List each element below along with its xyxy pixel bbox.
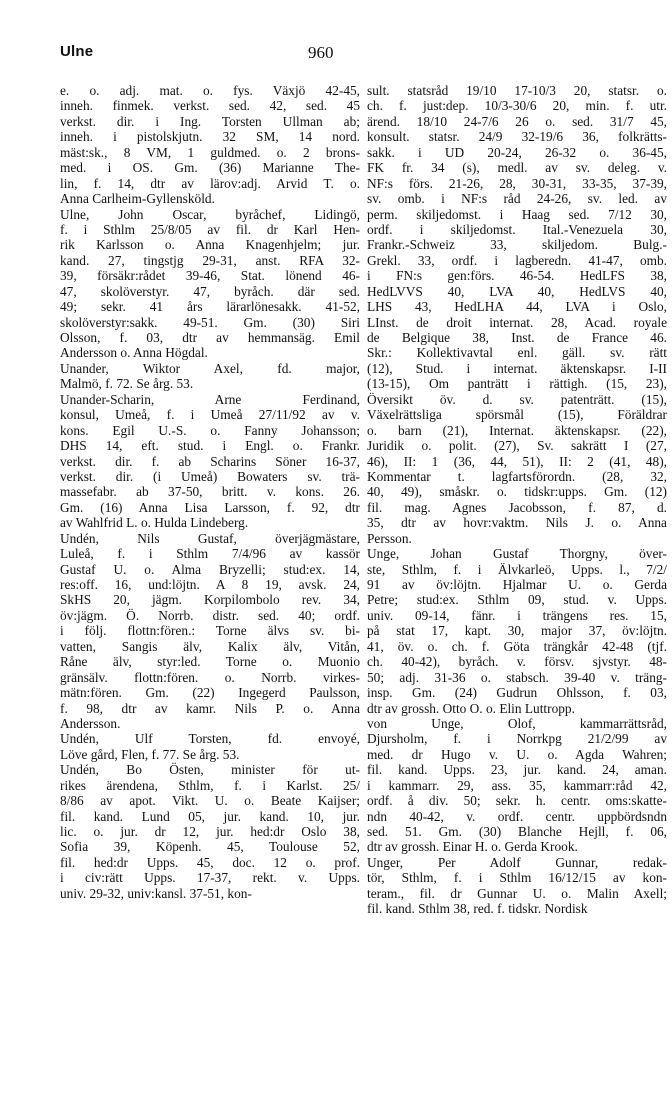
text-line: Petre; stud:ex. Sthlm 09, stud. v. Upps. [367, 592, 667, 608]
text-line: (12), Stud. i internat. äktenskapsr. I-II [367, 360, 667, 376]
text-line: Persson. [367, 530, 412, 546]
text-line: Anna Carlheim-Gyllensköld. [60, 191, 215, 207]
text-line: inneh. i pistolskjutn. 32 SM, 14 nord. [60, 129, 360, 145]
text-line: ch. 40-42), byråch. v. försv. sjvstyr. 48- [367, 654, 667, 670]
text-line: Översikt öv. d. sv. patenträtt. (15), [367, 391, 667, 407]
text-line: 49; sekr. 41 års lärarlönesakk. 41-52, [60, 299, 360, 315]
text-line: fil. kand. Sthlm 38, red. f. tidskr. Nordisk [367, 901, 588, 917]
text-line: verkst. dir. f. ab Scharins Söner 16-37, [60, 453, 360, 469]
text-line: LInst. de droit internat. 28, Acad. royale [367, 314, 667, 330]
text-line: rikes ärendena, Sthlm, f. i Karlst. 25/ [60, 777, 360, 793]
text-line: 46), II: 1 (36, 44, 51), II: 2 (41, 48), [367, 453, 667, 469]
text-line: 47, skolöverstyr. 47, byråch. där sed. [60, 283, 360, 299]
text-line: res:off. 16, und:löjtn. A 8 19, avsk. 24, [60, 577, 360, 592]
text-line: 91 av öv:löjtn. Hjalmar U. o. Gerda [367, 577, 667, 592]
text-line: Råne älv, styr:led. Torne o. Muonio [60, 654, 360, 670]
text-line: Unge, Johan Gustaf Thorgny, över- [367, 546, 667, 562]
text-line: de Belgique 38, Inst. de France 46. [367, 330, 667, 345]
text-line: fil. hed:dr Upps. 45, doc. 12 o. prof. [60, 854, 360, 870]
text-line: i följ. flottn:fören.: Torne älvs sv. bi- [60, 623, 360, 639]
text-line: FK fr. 34 (s), medl. av sv. deleg. v. [367, 160, 667, 176]
text-line: i kammarr. 29, ass. 35, kammarr:råd 42, [367, 777, 667, 793]
text-line: Unander, Wiktor Axel, fd. major, [60, 360, 360, 376]
text-line: Ulne, John Oscar, byråchef, Lidingö, [60, 206, 360, 222]
text-line: Sofia 39, Köpenh. 45, Toulouse 52, [60, 839, 360, 855]
text-line: perm. skiljedomst. i Haag sed. 7/12 30, [367, 206, 667, 222]
text-line: dtr av grossh. Einar H. o. Gerda Krook. [367, 839, 578, 855]
text-line: Gm. (16) Anna Lisa Larsson, f. 92, dtr [60, 499, 360, 515]
text-line: NF:s förs. 21-26, 28, 30-31, 33-35, 37-39, [367, 175, 667, 191]
text-line: verkst. dir. (i Umeå) Bowaters sv. trä- [60, 468, 360, 484]
text-line: SkHS 20, jägm. Korpilombolo rev. 34, [60, 592, 360, 608]
text-line: Unger, Per Adolf Gunnar, redak- [367, 854, 667, 870]
text-line: von Unge, Olof, kammarrättsråd, [367, 715, 667, 731]
text-line: av Wahlfrid L. o. Hulda Lindeberg. [60, 515, 249, 531]
text-line: HedLVVS 40, LVA 40, HedLVS 40, [367, 283, 667, 299]
text-line: ärend. 18/10 24-7/6 26 o. sed. 31/7 45, [367, 113, 667, 129]
text-line: 40, 49), småskr. o. tidskr:upps. Gm. (12) [367, 484, 667, 500]
text-line: i FN:s gen:förs. 46-54. HedLFS 38, [367, 268, 667, 284]
text-line: gränsälv. flottn:fören. o. Norrb. virkes- [60, 669, 360, 685]
text-line: ste, Sthlm, f. i Älvkarleö, Upps. l., 7/2/ [367, 561, 667, 577]
text-line: skolöverstyr:sakk. 49-51. Gm. (30) Siri [60, 314, 360, 330]
text-line: ch. f. just:dep. 10/3-30/6 20, min. f. utr. [367, 98, 667, 114]
text-line: mäst:sk., 8 VM, 1 guldmed. o. 2 brons- [60, 144, 360, 160]
text-line: DHS 14, eft. stud. i Engl. o. Frankr. [60, 438, 360, 454]
text-line: (13-15), Om panträtt i rättigh. (15, 23), [367, 376, 667, 392]
text-line: 41, öv. o. ch. f. Göta trängkår 42-48 (tjf. [367, 638, 667, 654]
text-line: Unander-Scharin, Arne Ferdinand, [60, 391, 360, 407]
text-line: vatten, Sangis älv, Kalix älv, Vitån, [60, 638, 360, 654]
text-line: Djursholm, f. i Norrkpg 21/2/99 av [367, 731, 667, 747]
text-line: 8/86 av apot. Vikt. U. o. Beate Kaijser; [60, 793, 360, 809]
text-line: Undén, Ulf Torsten, fd. envoyé, [60, 731, 360, 747]
text-line: f. 98, dtr av kamr. Nils P. o. Anna [60, 700, 360, 716]
text-line: Undén, Nils Gustaf, överjägmästare, [60, 530, 360, 546]
text-line: lin, f. 14, dtr av lärov:adj. Arvid T. o. [60, 175, 360, 191]
text-line: Andersson. [60, 715, 121, 731]
text-line: ordf. å div. 50; sekr. h. centr. oms:skatte- [367, 793, 667, 809]
text-line: univ. 09-14, fänr. i trängens res. 15, [367, 607, 667, 623]
text-line: på stat 17, kapt. 30, major 37, öv:löjtn. [367, 623, 667, 639]
text-line: fil. kand. Lund 05, jur. kand. 10, jur. [60, 808, 360, 824]
text-line: Andersson o. Anna Högdal. [60, 345, 208, 361]
text-line: sed. 51. Gm. (30) Blanche Hejll, f. 06, [367, 824, 667, 839]
right-column [367, 83, 667, 917]
text-line: fil. mag. Agnes Jacobsson, f. 87, d. [367, 499, 667, 515]
text-line: ndn 40-42, v. ordf. centr. uppbördsndn [367, 808, 667, 824]
header-word: Ulne [60, 43, 94, 60]
text-line: univ. 29-32, univ:kansl. 37-51, kon- [60, 885, 252, 901]
text-line: ordf. i skiljedomst. Ital.-Venezuela 30, [367, 221, 667, 237]
text-line: Juridik o. polit. (27), Sv. sakrätt I (27, [367, 438, 667, 454]
text-line: 35, dtr av hovr:vaktm. Nils J. o. Anna [367, 515, 667, 531]
text-line: dtr av grossh. Otto O. o. Elin Luttropp. [367, 700, 575, 716]
text-line: insp. Gm. (24) Gudrun Ohlsson, f. 03, [367, 685, 667, 701]
text-line: Undén, Bo Östen, minister för ut- [60, 762, 360, 778]
text-line: Olsson, f. 03, dtr av hemmansäg. Emil [60, 330, 360, 345]
text-line: sult. statsråd 19/10 17-10/3 20, statsr. o. [367, 83, 667, 98]
text-line: o. barn (21), Internat. äktenskapsr. (22), [367, 422, 667, 438]
text-line: inneh. finmek. verkst. sed. 42, sed. 45 [60, 98, 360, 114]
text-line: kand. 27, tingstjg 29-31, anst. RFA 32- [60, 252, 360, 268]
text-line: tör, Sthlm, f. i Sthlm 16/12/15 av kon- [367, 870, 667, 886]
text-line: konsult. statsr. 24/9 32-19/6 36, folkrätts- [367, 129, 667, 145]
text-line: Kommentar t. lagfartsförordn. (28, 32, [367, 468, 667, 484]
page-number: 960 [308, 43, 334, 62]
text-line: konsul, Umeå, f. i Umeå 27/11/92 av v. [60, 407, 360, 423]
text-line: Löve gård, Flen, f. 77. Se årg. 53. [60, 746, 240, 762]
left-column [60, 83, 360, 901]
text-line: rik Karlsson o. Anna Knagenhjelm; jur. [60, 237, 360, 253]
running-head [60, 43, 632, 65]
text-line: Malmö, f. 72. Se årg. 53. [60, 376, 194, 392]
text-line: 39, försäkr:rådet 39-46, Stat. lönend 46- [60, 268, 360, 284]
text-line: sakk. i UD 20-24, 26-32 o. 36-45, [367, 144, 667, 160]
text-line: 50; adj. 31-36 o. stabsch. 39-40 v. träng- [367, 669, 667, 685]
text-line: mätn:fören. Gm. (22) Ingegerd Paulsson, [60, 685, 360, 701]
text-line: öv:jägm. Ö. Norrb. distr. sed. 40; ordf. [60, 607, 360, 623]
text-line: med. i OS. Gm. (36) Marianne The- [60, 160, 360, 176]
text-line: Gustaf U. o. Alma Bryzelli; stud:ex. 14, [60, 561, 360, 577]
text-line: Grekl. 33, ordf. i lagberedn. 41-47, omb. [367, 252, 667, 268]
text-line: verkst. dir. i Ing. Torsten Ullman ab; [60, 113, 360, 129]
text-line: sv. omb. i NF:s råd 24-26, sv. led. av [367, 191, 667, 207]
text-line: Luleå, f. i Sthlm 7/4/96 av kassör [60, 546, 360, 562]
text-line: f. i Sthlm 25/8/05 av fil. dr Karl Hen- [60, 221, 360, 237]
text-line: fil. kand. Upps. 23, jur. kand. 24, aman. [367, 762, 667, 778]
text-line: Skr.: Kollektivavtal enl. gäll. sv. rätt [367, 345, 667, 361]
text-line: massefabr. ab 37-50, britt. v. kons. 26. [60, 484, 360, 500]
text-line: LHS 43, HedLHA 44, LVA i Oslo, [367, 299, 667, 315]
text-line: Växelrättsliga spörsmål (15), Föräldrar [367, 407, 667, 423]
text-line: Frankr.-Schweiz 33, skiljedom. Bulg.- [367, 237, 667, 253]
text-line: med. dr Hugo v. U. o. Agda Wahren; [367, 746, 667, 762]
text-line: kons. Egil U.-S. o. Fanny Johansson; [60, 422, 360, 438]
text-line: e. o. adj. mat. o. fys. Växjö 42-45, [60, 83, 360, 98]
text-line: i civ:rätt Upps. 17-37, rekt. v. Upps. [60, 870, 360, 886]
text-line: teram., fil. dr Gunnar U. o. Malin Axell; [367, 885, 667, 901]
text-line: lic. o. jur. dr 12, jur. hed:dr Oslo 38, [60, 824, 360, 839]
